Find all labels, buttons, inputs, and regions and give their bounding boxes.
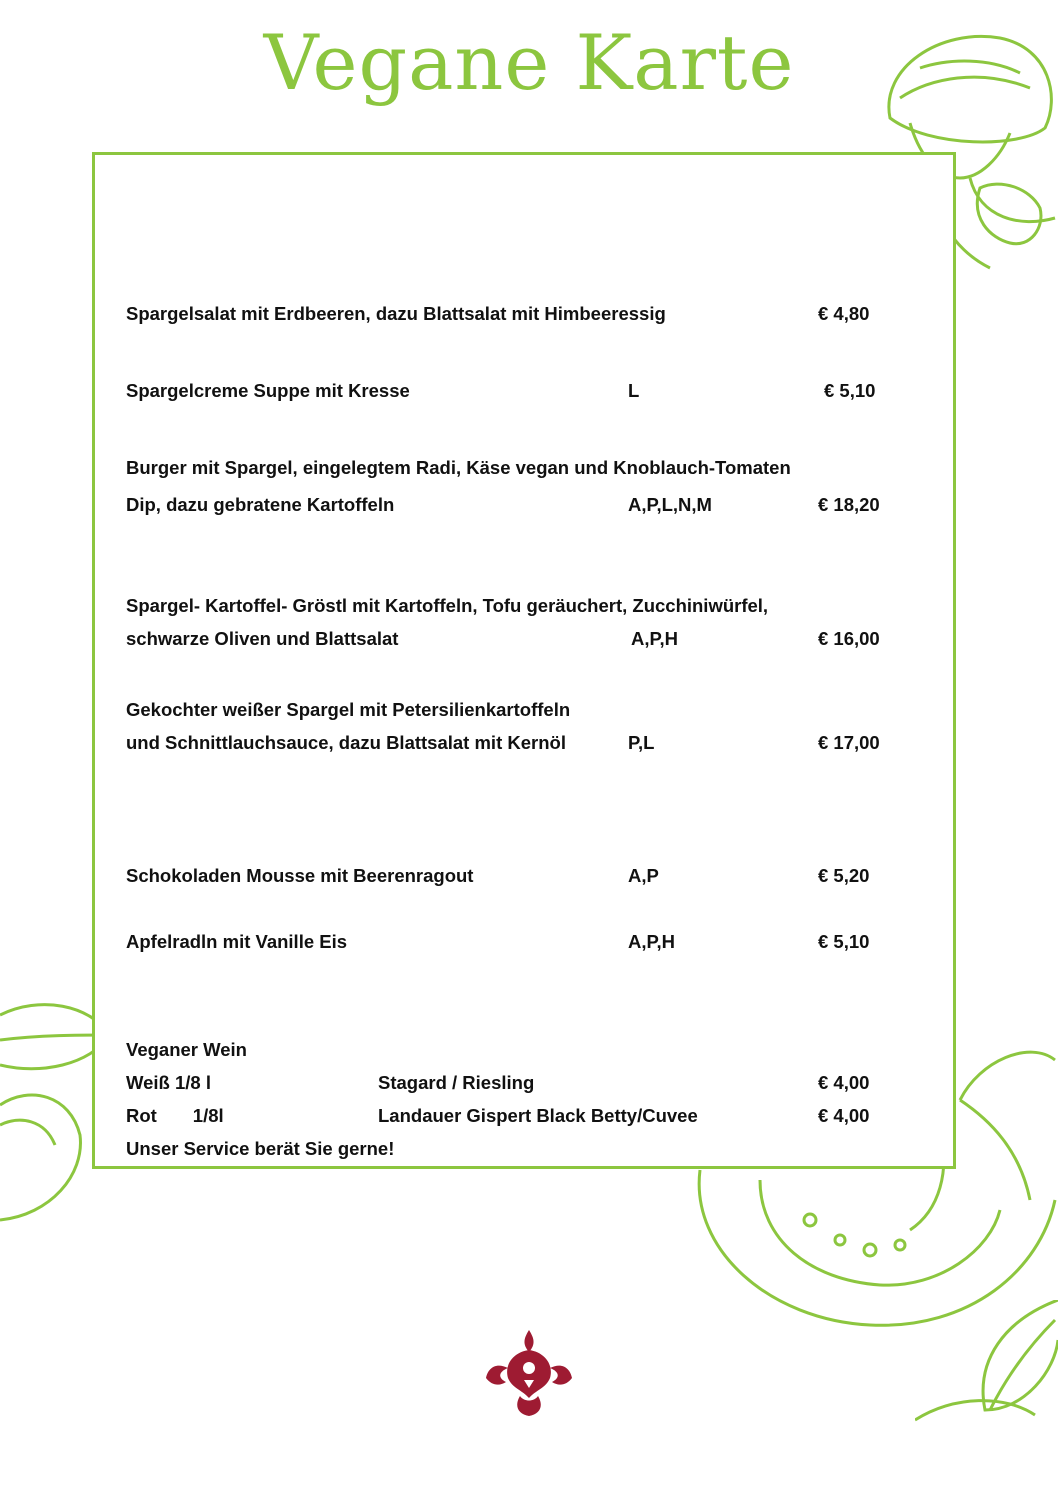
menu-item-line xyxy=(126,931,870,953)
dish-name: Apfelradln mit Vanille Eis xyxy=(126,931,348,952)
dish-price: € 5,10 xyxy=(818,931,870,952)
dish-name: schwarze Oliven und Blattsalat xyxy=(126,628,399,649)
wine-heading: Veganer Wein xyxy=(126,1039,247,1060)
dish-name: Spargel- Kartoffel- Gröstl mit Kartoffeln, Tofu geräuchert, Zucchiniwürfel, xyxy=(126,595,769,616)
dish-allergens: P,L xyxy=(628,732,655,753)
dish-name: Gekochter weißer Spargel mit Petersilienkartoffeln xyxy=(126,699,571,720)
dish-price: € 4,80 xyxy=(818,303,870,324)
dish-allergens: A,P,L,N,M xyxy=(628,494,712,515)
dish-price: € 17,00 xyxy=(818,732,880,753)
dish-allergens: A,P xyxy=(628,865,659,886)
dish-price: € 5,20 xyxy=(818,865,870,886)
menu-item-line xyxy=(126,628,880,650)
dish-allergens: A,P,H xyxy=(631,628,678,649)
dish-allergens: L xyxy=(628,380,640,401)
menu-item-line xyxy=(126,595,768,617)
menu-item-line xyxy=(126,494,880,516)
ornament-logo-icon xyxy=(484,1328,574,1418)
dish-price: € 5,10 xyxy=(824,380,876,401)
wine-row xyxy=(126,1072,870,1094)
dish-name: Spargelcreme Suppe mit Kresse xyxy=(126,380,410,401)
dish-name: Schokoladen Mousse mit Beerenragout xyxy=(126,865,474,886)
dish-name: Spargelsalat mit Erdbeeren, dazu Blattsalat mit Himbeeressig xyxy=(126,303,666,324)
dish-price: € 18,20 xyxy=(818,494,880,515)
menu-item-line xyxy=(126,457,791,479)
dish-name: und Schnittlauchsauce, dazu Blattsalat mit Kernöl xyxy=(126,732,566,753)
page-title: Vegane Karte xyxy=(263,18,795,107)
dish-price: € 16,00 xyxy=(818,628,880,649)
wine-price: € 4,00 xyxy=(818,1072,870,1093)
dish-name: Dip, dazu gebratene Kartoffeln xyxy=(126,494,395,515)
menu-item-line xyxy=(126,699,570,721)
wine-price: € 4,00 xyxy=(818,1105,870,1126)
wine-row xyxy=(126,1105,870,1127)
wine-name: Landauer Gispert Black Betty/Cuvee xyxy=(378,1105,698,1126)
wine-label: Rot 1/8l xyxy=(126,1105,224,1126)
menu-item-line xyxy=(126,380,876,402)
menu-item-line xyxy=(126,303,870,325)
wine-label: Weiß 1/8 l xyxy=(126,1072,211,1093)
menu-item-line xyxy=(126,865,870,887)
menu-item-line xyxy=(126,732,880,754)
service-note: Unser Service berät Sie gerne! xyxy=(126,1138,395,1159)
dish-allergens: A,P,H xyxy=(628,931,675,952)
dish-name: Burger mit Spargel, eingelegtem Radi, Käse vegan und Knoblauch-Tomaten xyxy=(126,457,791,478)
wine-name: Stagard / Riesling xyxy=(378,1072,535,1093)
basil-leaf-illustration-icon xyxy=(915,1300,1058,1425)
